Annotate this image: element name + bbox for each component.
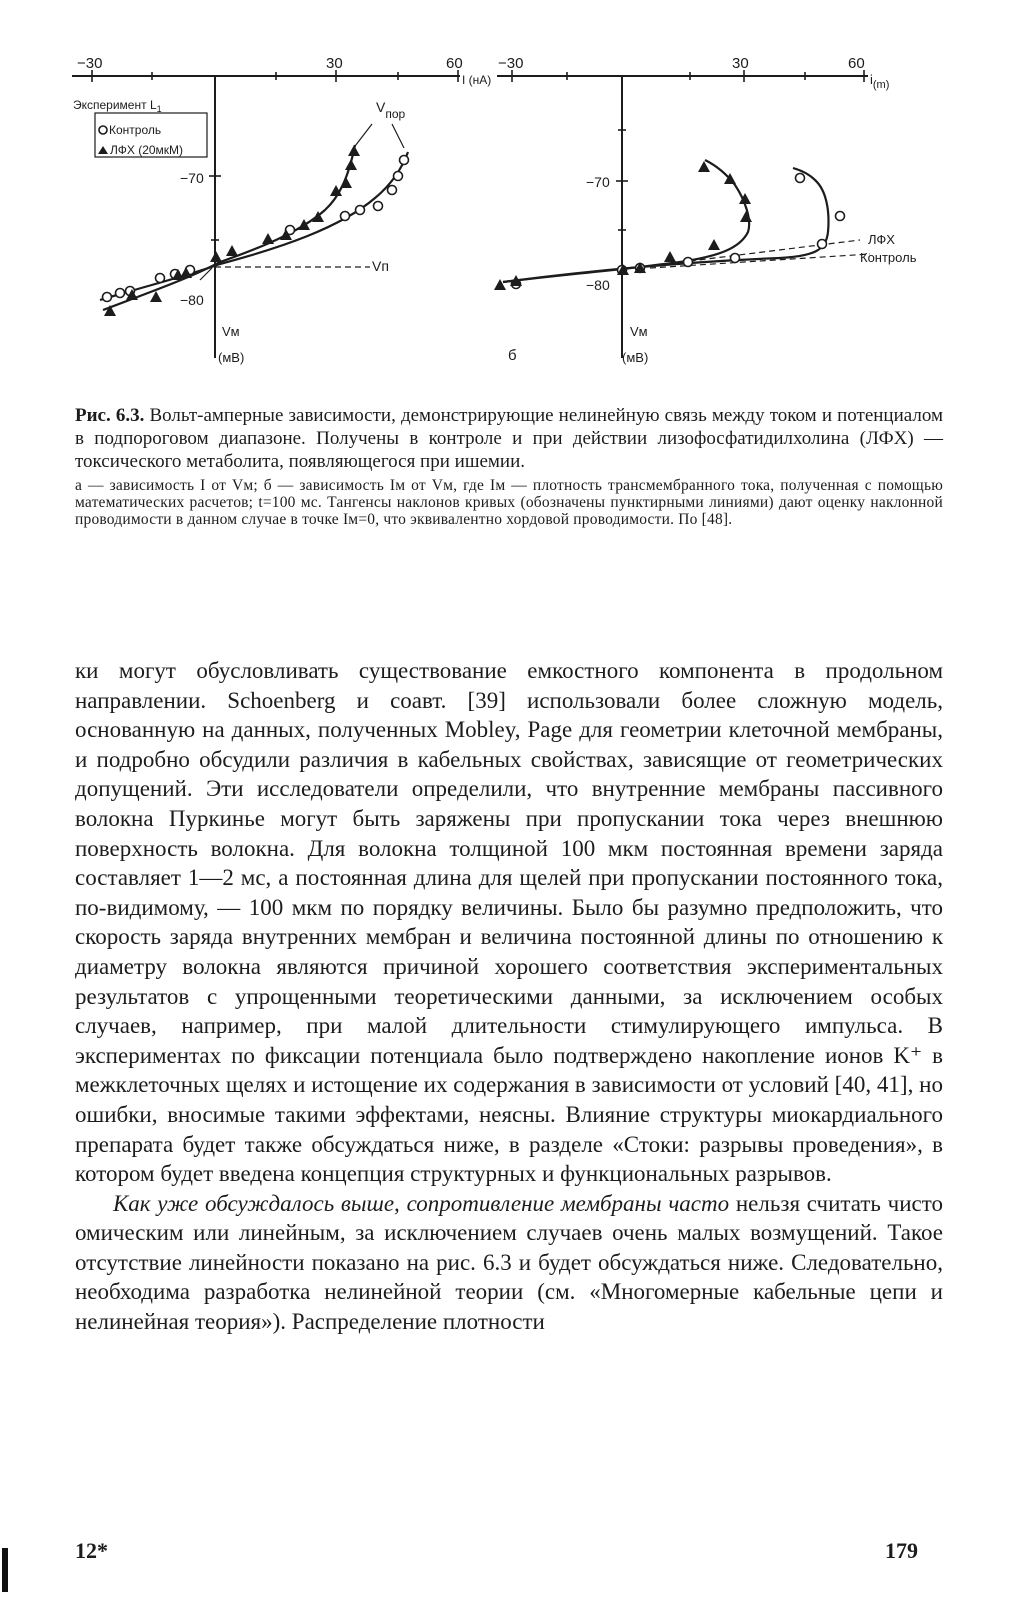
panel-b-x-unit: $i_{(m)}$	[870, 72, 890, 91]
panel-a	[72, 55, 491, 365]
panel-a-control-points	[103, 156, 409, 302]
panel-b-y-label: Vм	[630, 324, 648, 339]
caption-main-text: Вольт-амперные зависимости, демонстрирующие нелинейную связь между током и потенциалом в подпороговом диапазоне. Получены в контроле и при действии лизофосфатидилхолина (ЛФХ) — токсического метаболита, появляющегося при ишемии.	[75, 405, 943, 472]
body-text	[75, 656, 943, 1337]
signature-mark: 12*	[75, 1538, 108, 1563]
panel-a-xtick-60: 60	[446, 55, 463, 72]
label-control-b: Контроль	[860, 250, 917, 265]
legend-lpc-label: ЛФХ (20мкМ)	[110, 143, 184, 157]
legend-control-marker	[99, 126, 107, 134]
legend-control-label: Контроль	[109, 123, 162, 137]
panel-a-y-unit: (мВ)	[218, 350, 245, 365]
panel-b-control-curve	[503, 168, 828, 282]
panel-a-xtick-neg30: −30	[77, 55, 103, 72]
label-lpc-b: ЛФХ	[868, 232, 895, 247]
panel-b-xtick-30: 30	[732, 55, 749, 72]
panel-a-xtick-30: 30	[326, 55, 343, 72]
panel-a-ytick-80: −80	[180, 292, 204, 308]
panel-b-ytick-80: −80	[586, 277, 610, 293]
panel-b-xtick-neg30: −30	[498, 55, 524, 72]
legend-lpc-marker	[98, 146, 108, 154]
vpor-pointer-2	[392, 124, 404, 148]
figure-caption	[75, 404, 943, 528]
caption-sub: а — зависимость I от Vм; б — зависимость Iм от Vм, где Iм — плотность трансмембранного тока, полученная с помощью математических расчетов; t=100 мс. Тангенсы наклонов кривых (обозначены пунктирными линиями) дают оценку наклонной проводимости в данном случае в точке Iм=0, что эквивалентно хордовой проводимости. По [48].	[75, 477, 943, 528]
panel-a-ytick-70: −70	[180, 170, 204, 186]
paragraph-2-italic: Как уже обсуждалось выше,	[113, 1190, 400, 1216]
panel-a-lpc-curve	[103, 145, 355, 310]
legend-title: Эксперимент $L_1$	[73, 98, 162, 114]
label-vp: Vп	[372, 258, 389, 274]
page-number: 179	[885, 1538, 918, 1563]
figure-6-3	[0, 0, 1018, 390]
scan-edge-mark	[2, 1548, 8, 1592]
label-vpor: Vпор	[376, 99, 406, 121]
panel-b-letter: б	[508, 347, 517, 364]
panel-a-y-label: Vм	[222, 324, 240, 339]
panel-b-control-points	[512, 174, 845, 289]
panel-b-xtick-60: 60	[848, 55, 865, 72]
paragraph-1: ки могут обусловливать существование емкостного компонента в продольном направлении. Schoenberg и соавт. [39] использовали более сложную модель, основанную на данных, полученных Mobley, Page для геометрии клеточной мембраны, и подробно обсудили различия в кабельных свойствах, зависящие от геометрических допущений. Эти исследователи определили, что внутренние мембраны пассивного волокна Пуркинье могут быть заряжены при пропускании тока через внешнюю поверхность волокна. Для волокна толщиной 100 мкм постоянная времени заряда составляет 1—2 мс, а постоянная длина для щелей при пропускании постоянного тока, по-видимому, — 100 мкм по порядку величины. Было бы разумно предположить, что скорость заряда внутренних мембран и величина постоянной длины по отношению к диаметру волокна являются причиной хорошего соответствия экспериментальных результатов с упрощенными теоретическими данными, за исключением особых случаев, например, при малой длительности стимулирующего импульса. В экспериментах по фиксации потенциала было подтверждено накопление ионов K⁺ в межклеточных щелях и истощение их содержания в зависимости от условий [40, 41], но ошибки, вносимые такими эффектами, неясны. Влияние структуры миокардиального препарата будет также обсуждаться ниже, в разделе «Стоки: разрывы проведения», в котором будет введена концепция структурных и функциональных разрывов.	[75, 658, 943, 1187]
paragraph-2-rest: нельзя считать чисто омическим или линейным, за исключением случаев очень малых возмущений. Такое отсутствие линейности показано на рис. 6.3 и будет обсуждаться ниже. Следовательно, необходима разработка нелинейной теории (см. «Многомерные кабельные цепи и нелинейная теория»). Распределение плотности	[75, 1190, 943, 1335]
panel-b	[494, 55, 917, 365]
paragraph-2-italic-3: часто	[668, 1190, 730, 1216]
panel-b-ytick-70: −70	[586, 174, 610, 190]
panel-a-x-unit: I (нА)	[462, 73, 492, 87]
panel-a-control-curve	[100, 152, 408, 300]
panel-b-y-unit: (мВ)	[622, 350, 649, 365]
paragraph-2-italic-2: сопротивление мембраны	[406, 1190, 662, 1216]
paragraph-2	[75, 1189, 943, 1337]
caption-label: Рис. 6.3.	[75, 405, 145, 426]
caption-main	[75, 404, 943, 473]
